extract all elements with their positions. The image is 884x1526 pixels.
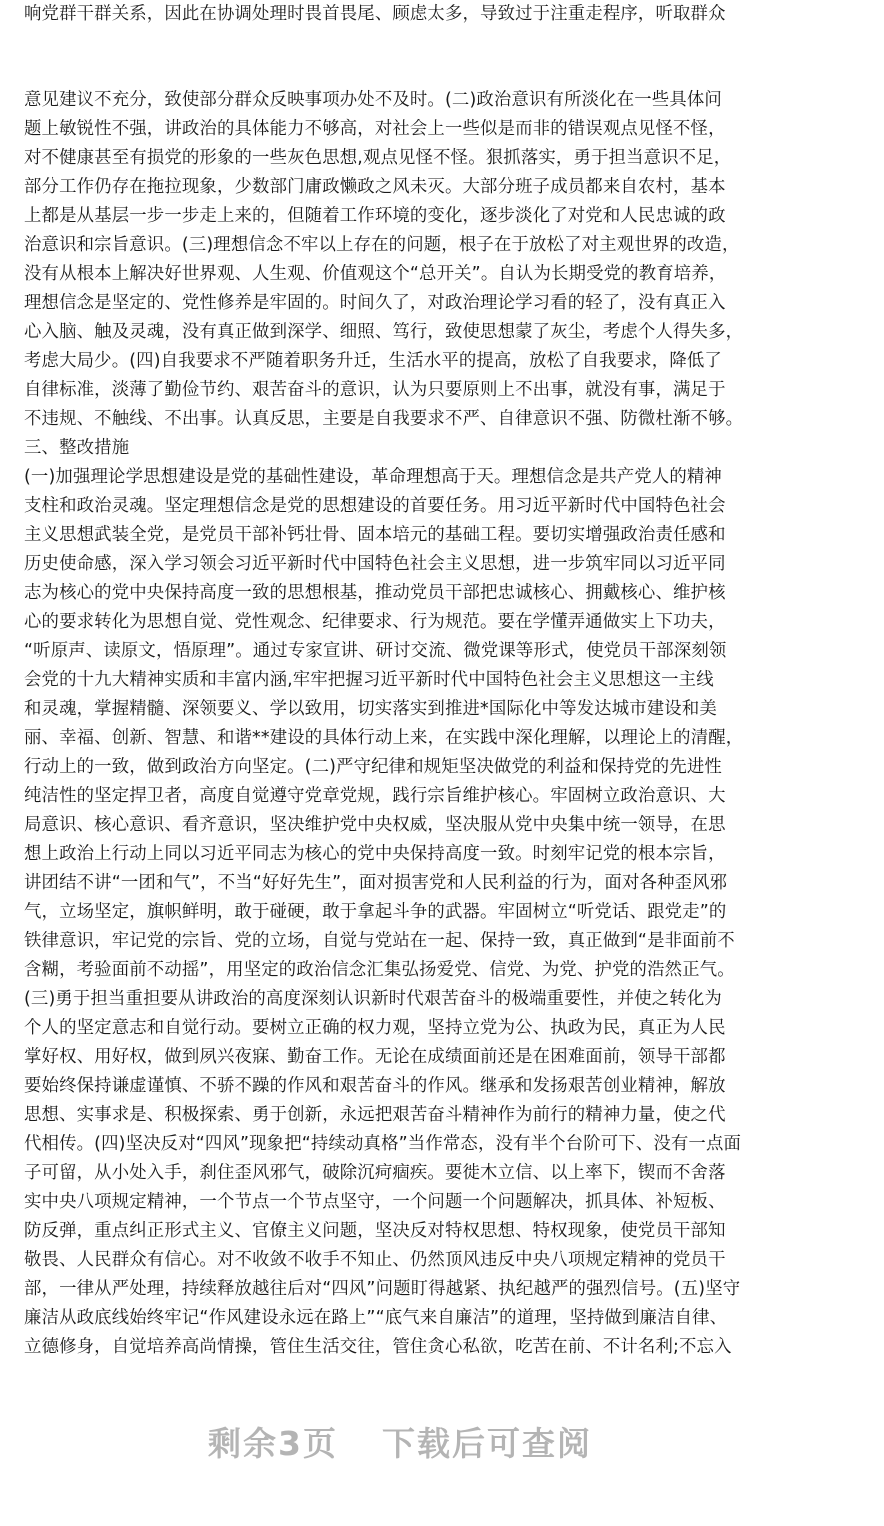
text-line: 防反弹，重点纠正形式主义、官僚主义问题，坚决反对特权思想、特权现象，使党员干部知 [24, 1221, 726, 1241]
text-line: 铁律意识，牢记党的宗旨、党的立场，自觉与党站在一起、保持一致，真正做到“是非面前不 [24, 931, 735, 951]
text-line: 思想、实事求是、积极探索、勇于创新，永远把艰苦奋斗精神作为前行的精神力量，使之代 [24, 1105, 726, 1125]
text-line: 立德修身，自觉培养高尚情操，管住生活交往，管住贪心私欲，吃苦在前、不计名利;不忘入 [24, 1337, 732, 1357]
download-to-view-text: 下载后可查阅 [381, 1424, 592, 1463]
text-line: 心入脑、触及灵魂，没有真正做到深学、细照、笃行，致使思想蒙了灰尘，考虑个人得失多， [24, 322, 744, 342]
text-line: 自律标准，淡薄了勤俭节约、艰苦奋斗的意识，认为只要原则上不出事，就没有事，满足于 [24, 380, 726, 400]
text-line: 气，立场坚定，旗帜鲜明，敢于碰硬，敢于拿起斗争的武器。牢固树立“听党话、跟党走”的 [24, 902, 727, 922]
text-line: 纯洁性的坚定捍卫者，高度自觉遵守党章党规，践行宗旨维护核心。牢固树立政治意识、大 [24, 786, 726, 806]
text-line: “听原声、读原文，悟原理”。通过专家宣讲、研讨交流、微党课等形式，使党员干部深刻领 [24, 641, 727, 661]
text-line: 廉洁从政底线始终牢记“作风建设永远在路上”“底气来自廉洁”的道理，坚持做到廉洁自律、 [24, 1308, 728, 1328]
text-line: 理想信念是坚定的、党性修养是牢固的。时间久了，对政治理论学习看的轻了，没有真正入 [24, 293, 726, 313]
text-line: 部，一律从严处理，持续释放越往后对“四风”问题盯得越紧、执纪越严的强烈信号。(五)坚守 [24, 1279, 741, 1299]
text-line: 局意识、核心意识、看齐意识，坚决维护党中央权威，坚决服从党中央集中统一领导，在思 [24, 815, 726, 835]
text-line [24, 1362, 780, 1391]
text-line: 丽、幸福、创新、智慧、和谐**建设的具体行动上来，在实践中深化理解，以理论上的清醒， [24, 728, 744, 748]
text-line: 子可留，从小处入手，刹住歪风邪气，破除沉疴痼疾。要徙木立信、以上率下，锲而不舍落 [24, 1163, 726, 1183]
text-line: 和灵魂，掌握精髓、深领要义、学以致用，切实落实到推进*国际化中等发达城市建设和美 [24, 699, 717, 719]
document-page-top [24, 0, 780, 29]
text-line: 题上敏锐性不强，讲政治的具体能力不够高，对社会上一些似是而非的错误观点见怪不怪， [24, 119, 726, 139]
text-line: 上都是从基层一步一步走上来的，但随着工作环境的变化，逐步淡化了对党和人民忠诚的政 [24, 206, 726, 226]
remaining-pages-text: 剩余3页 [208, 1424, 338, 1463]
text-line: 会党的十九大精神实质和丰富内涵,牢牢把握习近平新时代中国特色社会主义思想这一主线 [24, 670, 714, 690]
text-line: 行动上的一致，做到政治方向坚定。(二)严守纪律和规矩坚决做党的利益和保持党的先进性 [24, 757, 722, 777]
text-line: 对不健康甚至有损党的形象的一些灰色思想,观点见怪不怪。狠抓落实，勇于担当意识不足， [24, 148, 732, 168]
text-line: 治意识和宗旨意识。(三)理想信念不牢以上存在的问题，根子在于放松了对主观世界的改造， [24, 235, 740, 255]
text-line: 个人的坚定意志和自觉行动。要树立正确的权力观，坚持立党为公、执政为民，真正为人民 [24, 1018, 726, 1038]
text-line: 想上政治上行动上同以习近平同志为核心的党中央保持高度一致。时刻牢记党的根本宗旨， [24, 844, 726, 864]
text-line: 要始终保持谦虚谨慎、不骄不躁的作风和艰苦奋斗的作风。继承和发扬艰苦创业精神，解放 [24, 1076, 726, 1096]
text-line: 讲团结不讲“一团和气”，不当“好好先生”，面对损害党和人民利益的行为，面对各种歪风邪 [24, 873, 728, 893]
text-line: 响党群干群关系，因此在协调处理时畏首畏尾、顾虑太多，导致过于注重走程序，听取群众 [24, 4, 726, 24]
text-line: 代相传。(四)坚决反对“四风”现象把“持续动真格”当作常态，没有半个台阶可下、没有一点面 [24, 1134, 742, 1154]
text-line: 心的要求转化为思想自觉、党性观念、纪律要求、行为规范。要在学懂弄通做实上下功夫， [24, 612, 726, 632]
download-prompt[interactable] [0, 1418, 800, 1480]
text-line: 部分工作仍存在拖拉现象，少数部门庸政懒政之风未灭。大部分班子成员都来自农村，基本 [24, 177, 726, 197]
text-line: 考虑大局少。(四)自我要求不严随着职务升迁，生活水平的提高，放松了自我要求，降低了 [24, 351, 722, 371]
document-body [24, 86, 780, 1391]
text-line: 含糊，考验面前不动摇”，用坚定的政治信念汇集弘扬爱党、信党、为党、护党的浩然正气。 [24, 960, 735, 980]
text-line: 历史使命感，深入学习领会习近平新时代中国特色社会主义思想，进一步筑牢同以习近平同 [24, 554, 726, 574]
text-line: 实中央八项规定精神，一个节点一个节点坚守，一个问题一个问题解决，抓具体、补短板、 [24, 1192, 726, 1212]
text-line: (三)勇于担当重担要从讲政治的高度深刻认识新时代艰苦奋斗的极端重要性，并使之转化为 [24, 989, 722, 1009]
text-line: 不违规、不触线、不出事。认真反思，主要是自我要求不严、自律意识不强、防微杜渐不够。 [24, 409, 744, 429]
text-line: 主义思想武装全党，是党员干部补钙壮骨、固本培元的基础工程。要切实增强政治责任感和 [24, 525, 726, 545]
text-line: 掌好权、用好权，做到夙兴夜寐、勤奋工作。无论在成绩面前还是在困难面前，领导干部都 [24, 1047, 726, 1067]
text-line: 没有从根本上解决好世界观、人生观、价值观这个“总开关”。自认为长期受党的教育培养， [24, 264, 727, 284]
text-line: (一)加强理论学思想建设是党的基础性建设，革命理想高于天。理想信念是共产党人的精神 [24, 467, 722, 487]
text-line: 意见建议不充分，致使部分群众反映事项办处不及时。(二)政治意识有所淡化在一些具体问 [24, 90, 722, 110]
section-heading: 三、整改措施 [24, 438, 130, 458]
text-line: 敬畏、人民群众有信心。对不收敛不收手不知止、仍然顶风违反中央八项规定精神的党员干 [24, 1250, 726, 1270]
text-line: 志为核心的党中央保持高度一致的思想根基，推动党员干部把忠诚核心、拥戴核心、维护核 [24, 583, 726, 603]
text-line: 支柱和政治灵魂。坚定理想信念是党的思想建设的首要任务。用习近平新时代中国特色社会 [24, 496, 726, 516]
